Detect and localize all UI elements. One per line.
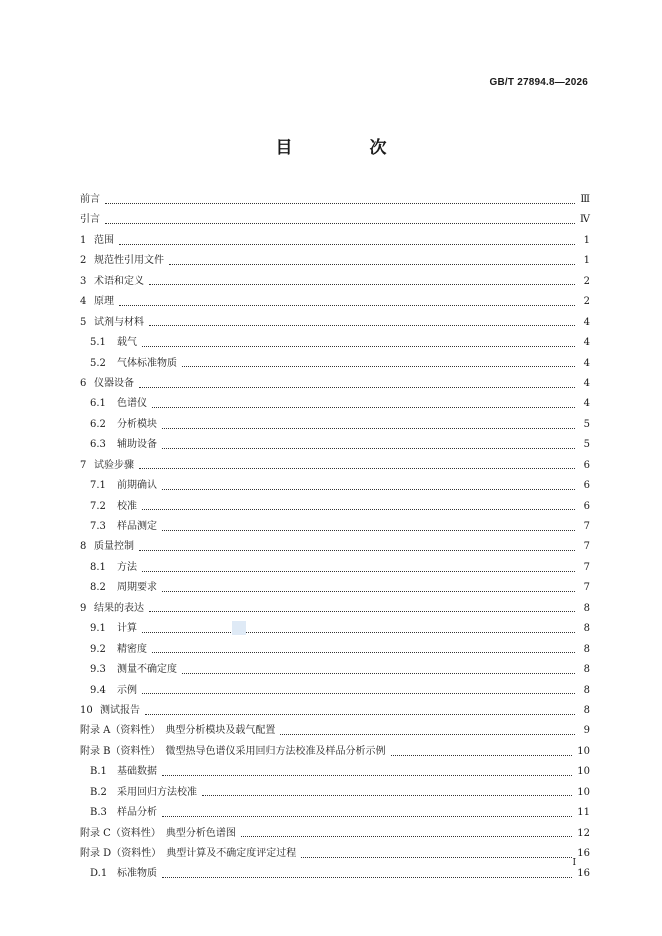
- toc-entry-page: 10: [577, 745, 590, 757]
- toc-entry-page: 12: [577, 827, 590, 839]
- standard-code: GB/T 27894.8—2026: [489, 77, 588, 88]
- toc-entry-title: 附录 D（资料性） 典型计算及不确定度评定过程: [80, 848, 297, 859]
- toc-entry[interactable]: [80, 435, 590, 455]
- toc-entry[interactable]: [80, 333, 590, 353]
- toc-entry-title: 基础数据: [117, 766, 157, 778]
- toc-entry[interactable]: [80, 824, 590, 844]
- toc-entry-number: 10: [80, 704, 93, 716]
- toc-entry-page: 8: [583, 643, 590, 655]
- toc-entry-page: 7: [583, 541, 590, 553]
- toc-entry-page: 7: [583, 521, 590, 532]
- toc-leader-dots: [142, 632, 575, 633]
- toc-entry[interactable]: [80, 374, 590, 394]
- toc-entry-title: 分析模块: [117, 418, 157, 430]
- toc-entry-page: 1: [583, 234, 590, 246]
- toc-entry-title: 试剂与材料: [94, 316, 144, 328]
- toc-entry-title: 精密度: [117, 643, 147, 655]
- toc-entry-title: 范围: [94, 234, 114, 246]
- toc-entry-page: 5: [583, 439, 590, 451]
- toc-leader-dots: [241, 836, 572, 837]
- toc-entry[interactable]: [80, 762, 590, 782]
- toc-entry[interactable]: [80, 783, 590, 803]
- toc-entry-title: 色谱仪: [117, 398, 147, 410]
- toc-entry-title: 计算: [117, 623, 137, 635]
- toc-entry-number: 5.1: [90, 337, 106, 349]
- toc-entry[interactable]: [80, 517, 590, 537]
- toc-entry-title: 术语和定义: [94, 275, 144, 287]
- toc-entry[interactable]: [80, 599, 590, 619]
- toc-entry[interactable]: [80, 231, 590, 251]
- toc-entry-page: 4: [583, 377, 590, 389]
- toc-entry-title: 标准物质: [117, 868, 157, 880]
- toc-entry-title: 附录 A（资料性） 典型分析模块及载气配置: [80, 725, 276, 737]
- toc-entry[interactable]: [80, 537, 590, 557]
- toc-entry[interactable]: [80, 251, 590, 271]
- toc-entry-page: 16: [577, 868, 590, 880]
- toc-entry-number: 9: [80, 602, 87, 614]
- toc-entry-page: 5: [583, 418, 590, 430]
- toc-leader-dots: [162, 775, 572, 776]
- toc-entry-number: 9.1: [90, 623, 106, 635]
- toc-entry-number: 9.3: [90, 664, 106, 676]
- toc-entry[interactable]: [80, 210, 590, 230]
- toc-entry-title: 附录 B（资料性） 微型热导色谱仪采用回归方法校准及样品分析示例: [80, 745, 386, 757]
- toc-entry-title: 规范性引用文件: [94, 255, 164, 267]
- toc-entry[interactable]: [80, 640, 590, 660]
- toc-leader-dots: [182, 673, 575, 674]
- toc-entry-number: 9.2: [90, 643, 106, 655]
- toc-entry-title: 样品测定: [117, 521, 157, 532]
- toc-entry-page: 11: [577, 807, 590, 819]
- toc-entry-number: 6.3: [90, 439, 106, 451]
- toc-entry-number: 8.1: [90, 561, 106, 573]
- page-number: Ⅰ: [572, 858, 576, 868]
- toc-entry-page: 8: [583, 623, 590, 635]
- toc-entry[interactable]: [80, 292, 590, 312]
- toc-entry-page: 10: [577, 766, 590, 778]
- toc-entry-number: B.3: [90, 807, 107, 819]
- toc-leader-dots: [162, 448, 575, 449]
- toc-entry-number: B.2: [90, 786, 107, 798]
- toc-entry-number: 7: [80, 459, 87, 471]
- toc-leader-dots: [162, 530, 575, 531]
- toc-entry-page: 7: [583, 582, 590, 594]
- toc-leader-dots: [391, 755, 573, 756]
- toc-entry-title: 测量不确定度: [117, 664, 177, 676]
- toc-entry[interactable]: [80, 354, 590, 374]
- toc-entry-page: 8: [583, 684, 590, 696]
- toc-entry[interactable]: [80, 660, 590, 680]
- toc-entry-title: 前言: [80, 194, 100, 205]
- toc-entry-number: 6.2: [90, 418, 106, 430]
- toc-entry[interactable]: [80, 681, 590, 701]
- toc-entry-title: 校准: [117, 500, 137, 512]
- toc-leader-dots: [152, 652, 575, 653]
- toc-entry-page: 6: [583, 459, 590, 471]
- toc-entry-page: 1: [583, 255, 590, 267]
- toc-entry-number: 6.1: [90, 398, 106, 410]
- toc-leader-dots: [149, 284, 575, 285]
- toc-entry-title: 样品分析: [117, 807, 157, 819]
- toc-entry[interactable]: [80, 701, 590, 721]
- toc-entry[interactable]: [80, 190, 590, 210]
- toc-entry-page: 4: [583, 337, 590, 349]
- toc-entry-page: 6: [583, 480, 590, 492]
- toc-entry-title: 质量控制: [94, 541, 134, 553]
- toc-entry-title: 方法: [117, 561, 137, 573]
- toc-leader-dots: [202, 795, 572, 796]
- toc-leader-dots: [105, 223, 575, 224]
- toc-entry-number: 3: [80, 275, 87, 287]
- toc-leader-dots: [142, 346, 575, 347]
- toc-leader-dots: [152, 407, 575, 408]
- toc-entry[interactable]: [80, 394, 590, 414]
- toc-entry[interactable]: [80, 497, 590, 517]
- toc-entry-page: Ⅳ: [580, 214, 590, 226]
- toc-leader-dots: [149, 325, 575, 326]
- toc-entry-title: 原理: [94, 296, 114, 308]
- toc-leader-dots: [301, 857, 572, 858]
- toc-entry[interactable]: [80, 619, 590, 639]
- toc-entry-title: 周期要求: [117, 582, 157, 594]
- toc-entry-page: 10: [577, 786, 590, 798]
- toc-leader-dots: [142, 571, 575, 572]
- toc-entry-number: 9.4: [90, 684, 106, 696]
- toc-leader-dots: [145, 714, 575, 715]
- toc-entry[interactable]: [80, 803, 590, 823]
- toc-entry[interactable]: [80, 558, 590, 578]
- toc-entry[interactable]: [80, 476, 590, 496]
- toc-leader-dots: [119, 244, 575, 245]
- toc-entry-page: 2: [583, 275, 590, 287]
- toc-entry[interactable]: [80, 415, 590, 435]
- toc-entry-page: 8: [583, 664, 590, 676]
- toc-entry-title: 结果的表达: [94, 602, 144, 614]
- toc-entry-number: 5: [80, 316, 87, 328]
- toc-entry[interactable]: [80, 742, 590, 762]
- toc-entry[interactable]: [80, 578, 590, 598]
- toc-leader-dots: [139, 387, 575, 388]
- toc-entry-page: 6: [583, 500, 590, 512]
- page-title: 目 次: [275, 138, 417, 158]
- toc-entry-page: Ⅲ: [580, 194, 590, 205]
- toc-leader-dots: [280, 734, 575, 735]
- toc-leader-dots: [162, 428, 575, 429]
- toc-leader-dots: [162, 489, 575, 490]
- toc-entry-page: 16: [577, 848, 590, 859]
- toc-leader-dots: [105, 203, 575, 204]
- toc-leader-dots: [139, 550, 575, 551]
- toc-entry-title: 仪器设备: [94, 377, 134, 389]
- toc-entry-title: 辅助设备: [117, 439, 157, 451]
- toc-entry-title: 载气: [117, 337, 137, 349]
- toc-entry-number: D.1: [90, 868, 108, 880]
- toc-entry-number: 4: [80, 296, 87, 308]
- toc-entry-number: 6: [80, 377, 87, 389]
- toc-leader-dots: [182, 366, 575, 367]
- toc-entry[interactable]: [80, 721, 590, 741]
- toc-entry[interactable]: [80, 844, 590, 864]
- toc-entry-number: B.1: [90, 766, 107, 778]
- toc-entry-page: 4: [583, 357, 590, 369]
- toc-entry-title: 试验步骤: [94, 459, 134, 471]
- toc-leader-dots: [162, 591, 575, 592]
- toc-entry[interactable]: [80, 272, 590, 292]
- toc-leader-dots: [142, 693, 575, 694]
- toc-entry-title: 引言: [80, 214, 100, 226]
- toc-entry-page: 7: [583, 561, 590, 573]
- toc-entry-title: 附录 C（资料性） 典型分析色谱图: [80, 827, 236, 839]
- toc-entry-page: 4: [583, 316, 590, 328]
- toc-leader-dots: [169, 264, 575, 265]
- toc-entry-number: 5.2: [90, 357, 106, 369]
- toc-entry-page: 9: [583, 725, 590, 737]
- toc-entry-page: 2: [583, 296, 590, 308]
- highlight-marker: [232, 621, 246, 635]
- toc-entry-page: 8: [583, 602, 590, 614]
- toc-entry-page: 4: [583, 398, 590, 410]
- toc-entry[interactable]: [80, 313, 590, 333]
- toc-entry-title: 前期确认: [117, 480, 157, 492]
- toc-entry-title: 测试报告: [100, 704, 140, 716]
- toc-entry[interactable]: [80, 456, 590, 476]
- toc-entry-title: 采用回归方法校准: [117, 786, 197, 798]
- toc-leader-dots: [162, 877, 572, 878]
- toc-entry-number: 8: [80, 541, 87, 553]
- toc-entry-number: 7.3: [90, 521, 106, 532]
- toc-entry[interactable]: [80, 864, 590, 884]
- toc-entry-title: 气体标准物质: [117, 357, 177, 369]
- toc-entry-number: 7.2: [90, 500, 106, 512]
- toc-leader-dots: [162, 816, 572, 817]
- toc-leader-dots: [142, 509, 575, 510]
- toc-leader-dots: [149, 611, 575, 612]
- toc-entry-title: 示例: [117, 684, 137, 696]
- toc-entry-number: 1: [80, 234, 87, 246]
- toc-entry-page: 8: [583, 704, 590, 716]
- toc-leader-dots: [119, 305, 575, 306]
- toc-entry-number: 8.2: [90, 582, 106, 594]
- toc-leader-dots: [139, 468, 575, 469]
- toc-entry-number: 2: [80, 255, 87, 267]
- toc-entry-number: 7.1: [90, 480, 106, 492]
- table-of-contents: [80, 190, 590, 885]
